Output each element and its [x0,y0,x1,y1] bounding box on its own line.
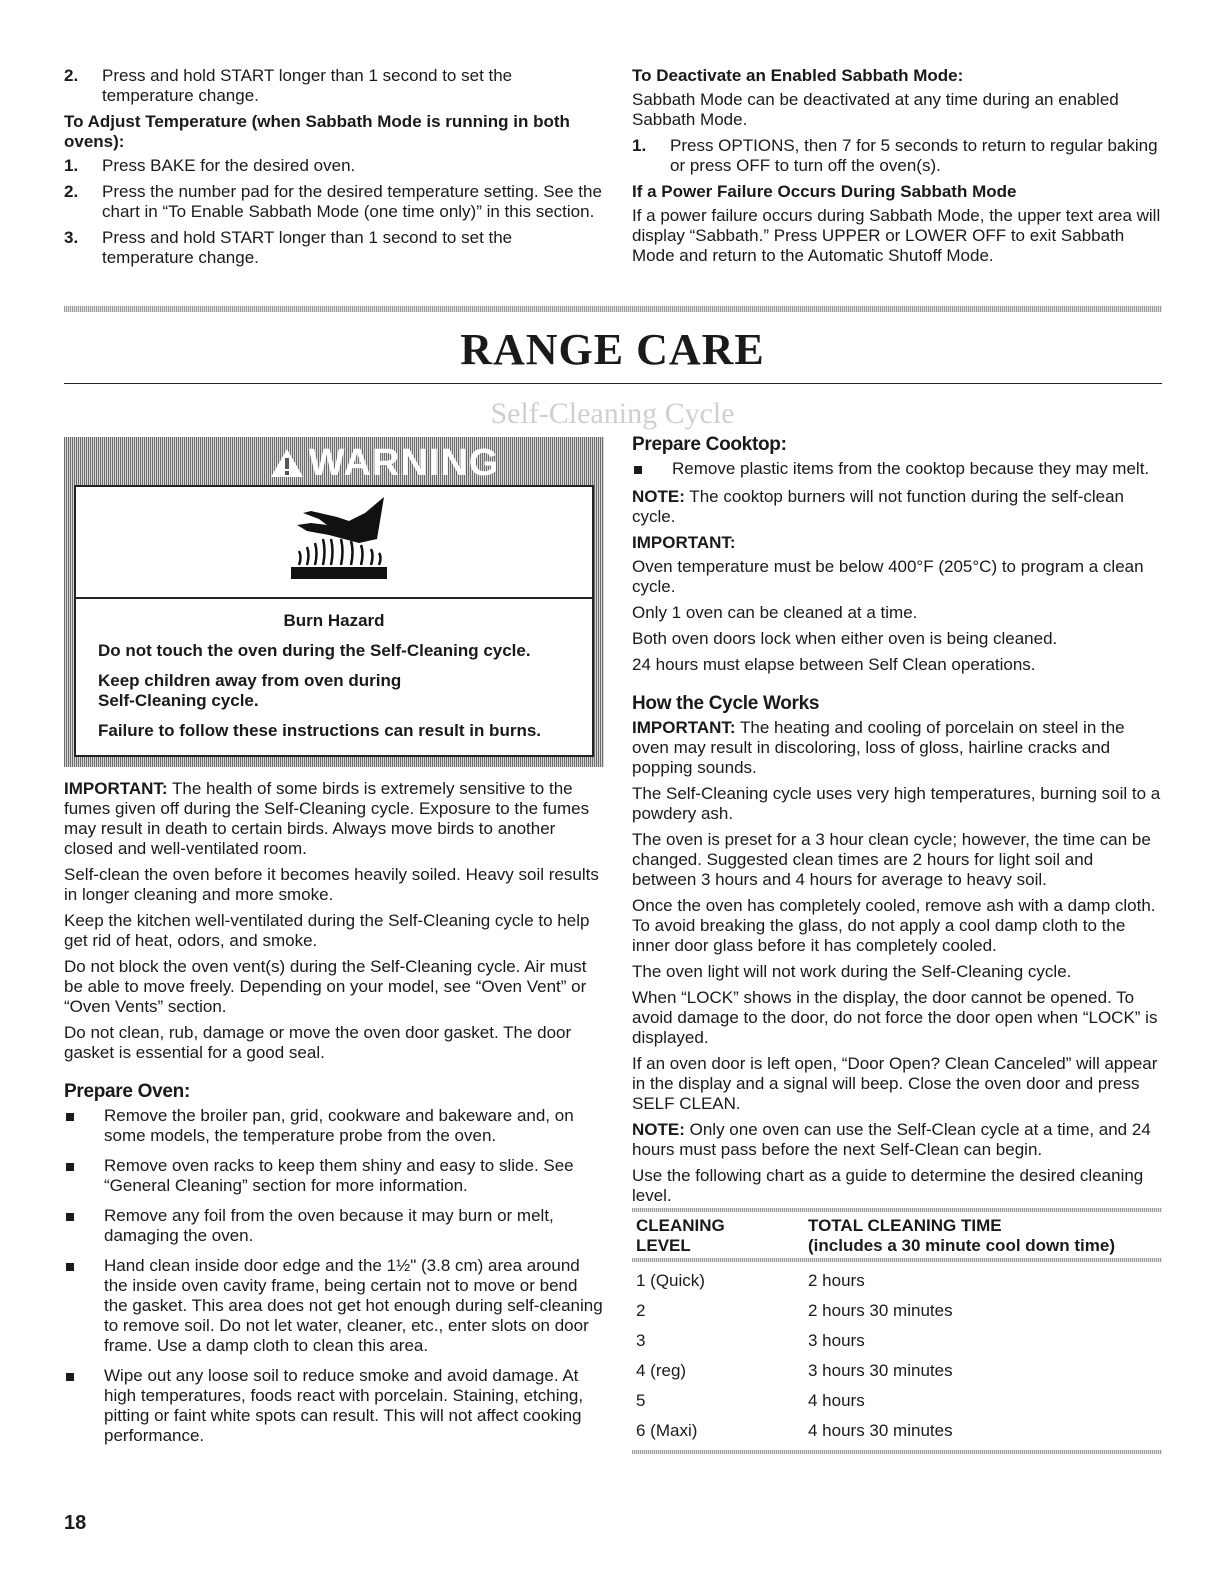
table-row [632,1356,1162,1386]
numbered-step [632,136,1162,176]
note-label: NOTE: [632,1120,685,1139]
hazard-divider [76,597,592,599]
header-text: LEVEL [636,1236,691,1255]
paragraph: If an oven door is left open, “Door Open? Clean Canceled” will appear in the display and a signal will beep. Close the oven door and press SELF CLEAN. [632,1054,1158,1113]
step-text: Press and hold START longer than 1 second to set the temperature change. [102,228,513,267]
list-item [64,1206,604,1246]
burn-hazard-icon [289,495,389,581]
header-cell-level [632,1216,808,1256]
hazard-text [76,611,592,751]
important-heading: IMPORTANT: [632,533,736,552]
dotted-divider [64,306,1162,312]
important-paragraph [632,718,1162,778]
note-paragraph [632,487,1162,527]
time-cell: 2 hours [808,1271,865,1290]
bullet-icon [632,459,672,479]
paragraph: 24 hours must elapse between Self Clean operations. [632,655,1036,674]
step-number: 2. [64,182,79,201]
note-label: NOTE: [632,487,685,506]
paragraph: Keep the kitchen well-ventilated during the Self-Cleaning cycle to help get rid of heat, odors, and smoke. [64,911,590,950]
paragraph: Do not block the oven vent(s) during the Self-Cleaning cycle. Air must be able to move freely. Depending on your model, see “Oven Vent” or “Oven Vents” section. [64,957,587,1016]
note-text: Only one oven can use the Self-Clean cycle at a time, and 24 hours must pass before the next Self-Clean can begin. [632,1120,1151,1159]
warning-triangle-icon [269,447,305,479]
page-number: 18 [64,1512,87,1534]
important-text: The health of some birds is extremely sensitive to the fumes given off during the Self-Cleaning cycle. Exposure to the fumes may result in death to certain birds. Always move birds to another closed and well-ventilated room. [64,779,590,858]
title-divider [64,383,1162,384]
important-label: IMPORTANT: [64,779,168,798]
how-cycle-works-heading: How the Cycle Works [632,693,820,714]
paragraph: Once the oven has completely cooled, remove ash with a damp cloth. To avoid breaking the glass, do not apply a cool damp cloth to the inner door glass before it has completely cooled. [632,896,1156,955]
table-row [632,1386,1162,1416]
power-failure-heading: If a Power Failure Occurs During Sabbath Mode [632,182,1017,201]
table-row [632,1266,1162,1296]
list-item [64,1106,604,1146]
step-number: 1. [64,156,79,175]
list-item-text: Remove plastic items from the cooktop because they may melt. [672,459,1150,478]
deactivate-heading: To Deactivate an Enabled Sabbath Mode: [632,66,964,85]
important-text: The heating and cooling of porcelain on steel in the oven may result in discoloring, loss of gloss, hairline cracks and popping sounds. [632,718,1125,777]
numbered-step [64,182,604,222]
sabbath-deactivate-section [632,66,1162,272]
level-cell: 4 (reg) [636,1361,687,1380]
bullet-icon [64,1256,104,1356]
paragraph: The Self-Cleaning cycle uses very high temperatures, burning soil to a powdery ash. [632,784,1161,823]
page-title: RANGE CARE [460,325,765,374]
list-item-text: Remove the broiler pan, grid, cookware and bakeware and, on some models, the temperature probe from the oven. [104,1106,574,1145]
hazard-line-1: Do not touch the oven during the Self-Cleaning cycle. [98,641,531,660]
bullet-icon [64,1106,104,1146]
note-paragraph [632,1120,1162,1160]
header-text: TOTAL CLEANING TIME [808,1216,1002,1235]
warning-box [64,437,604,767]
level-cell: 1 (Quick) [636,1271,705,1290]
time-cell: 3 hours 30 minutes [808,1361,953,1380]
warning-banner [184,441,584,485]
chart-intro: Use the following chart as a guide to determine the desired cleaning level. [632,1166,1144,1205]
left-column-body [64,779,604,1456]
step-text: Press and hold START longer than 1 second to set the temperature change. [102,66,513,105]
header-cell-time [808,1216,1115,1256]
hazard-title: Burn Hazard [283,611,385,630]
step-number: 2. [64,66,79,85]
power-failure-text: If a power failure occurs during Sabbath Mode, the upper text area will display “Sabbath.” Press UPPER or LOWER OFF to exit Sabbath Mode and return to the Automatic Shutoff Mode. [632,206,1161,265]
level-cell: 5 [636,1391,646,1410]
cleaning-level-table [632,1208,1162,1454]
paragraph: When “LOCK” shows in the display, the door cannot be opened. To avoid damage to the door, do not force the door open when “LOCK” is displayed. [632,988,1158,1047]
paragraph: Self-clean the oven before it becomes heavily soiled. Heavy soil results in longer cleaning and more smoke. [64,865,599,904]
note-text: The cooktop burners will not function during the self-clean cycle. [632,487,1124,526]
table-row [632,1326,1162,1356]
table-bottom-rule [632,1450,1162,1454]
table-header [632,1212,1162,1256]
paragraph: The oven is preset for a 3 hour clean cycle; however, the time can be changed. Suggested clean times are 2 hours for light soil and between 3 hours and 4 hours for average to heavy soil. [632,830,1151,889]
section-title: Self-Cleaning Cycle [490,397,735,430]
numbered-step [64,156,604,176]
level-cell: 6 (Maxi) [636,1421,698,1440]
table-row [632,1296,1162,1326]
time-cell: 4 hours [808,1391,865,1410]
hazard-line-3: Failure to follow these instructions can result in burns. [98,721,542,740]
step-text: Press BAKE for the desired oven. [102,156,356,175]
prepare-cooktop-heading: Prepare Cooktop: [632,434,787,455]
list-item [64,1256,604,1356]
list-item-text: Wipe out any loose soil to reduce smoke and avoid damage. At high temperatures, foods react with porcelain. Staining, etching, pitting or faint white spots can result. This will not affect cooking performance. [104,1366,584,1445]
right-column [632,434,1162,1454]
list-item-text: Remove oven racks to keep them shiny and easy to slide. See “General Cleaning” section for more information. [104,1156,574,1195]
deactivate-text: Sabbath Mode can be deactivated at any time during an enabled Sabbath Mode. [632,90,1119,129]
bullet-icon [64,1156,104,1196]
important-label: IMPORTANT: [632,718,736,737]
hazard-line-2: Keep children away from oven during Self-Cleaning cycle. [98,671,402,710]
warning-content [74,485,594,757]
step-number: 1. [632,136,647,155]
list-item [64,1156,604,1196]
step-text: Press the number pad for the desired temperature setting. See the chart in “To Enable Sabbath Mode (one time only)” in this section. [102,182,602,221]
numbered-step [64,228,604,268]
level-cell: 3 [636,1331,646,1350]
paragraph: Do not clean, rub, damage or move the oven door gasket. The door gasket is essential for a good seal. [64,1023,572,1062]
sabbath-adjust-section [64,66,604,274]
prepare-oven-heading: Prepare Oven: [64,1081,190,1102]
adjust-temperature-heading: To Adjust Temperature (when Sabbath Mode is running in both ovens): [64,112,570,151]
paragraph: Only 1 oven can be cleaned at a time. [632,603,918,622]
paragraph: Oven temperature must be below 400°F (205°C) to program a clean cycle. [632,557,1144,596]
numbered-step [64,66,604,106]
list-item [632,459,1162,479]
list-item-text: Remove any foil from the oven because it may burn or melt, damaging the oven. [104,1206,554,1245]
table-header-rule [632,1258,1162,1262]
list-item-text: Hand clean inside door edge and the 1½" (3.8 cm) area around the inside oven cavity frame, being certain not to move or bend the gasket. This area does not get hot enough during self-cleaning to remove soil. Do not let water, cleaner, etc., enter slots on door frame. Use a damp cloth to clean this area. [104,1256,603,1355]
time-cell: 2 hours 30 minutes [808,1301,953,1320]
bullet-icon [64,1366,104,1446]
bullet-icon [64,1206,104,1246]
paragraph: Both oven doors lock when either oven is being cleaned. [632,629,1058,648]
time-cell: 4 hours 30 minutes [808,1421,953,1440]
step-number: 3. [64,228,79,247]
paragraph: The oven light will not work during the Self-Cleaning cycle. [632,962,1072,981]
header-text: (includes a 30 minute cool down time) [808,1236,1115,1255]
level-cell: 2 [636,1301,646,1320]
warning-label: WARNING [308,442,500,484]
step-text: Press OPTIONS, then 7 for 5 seconds to return to regular baking or press OFF to turn off the oven(s). [670,136,1158,175]
list-item [64,1366,604,1446]
time-cell: 3 hours [808,1331,865,1350]
header-text: CLEANING [636,1216,725,1235]
important-paragraph [64,779,604,859]
table-row [632,1416,1162,1446]
